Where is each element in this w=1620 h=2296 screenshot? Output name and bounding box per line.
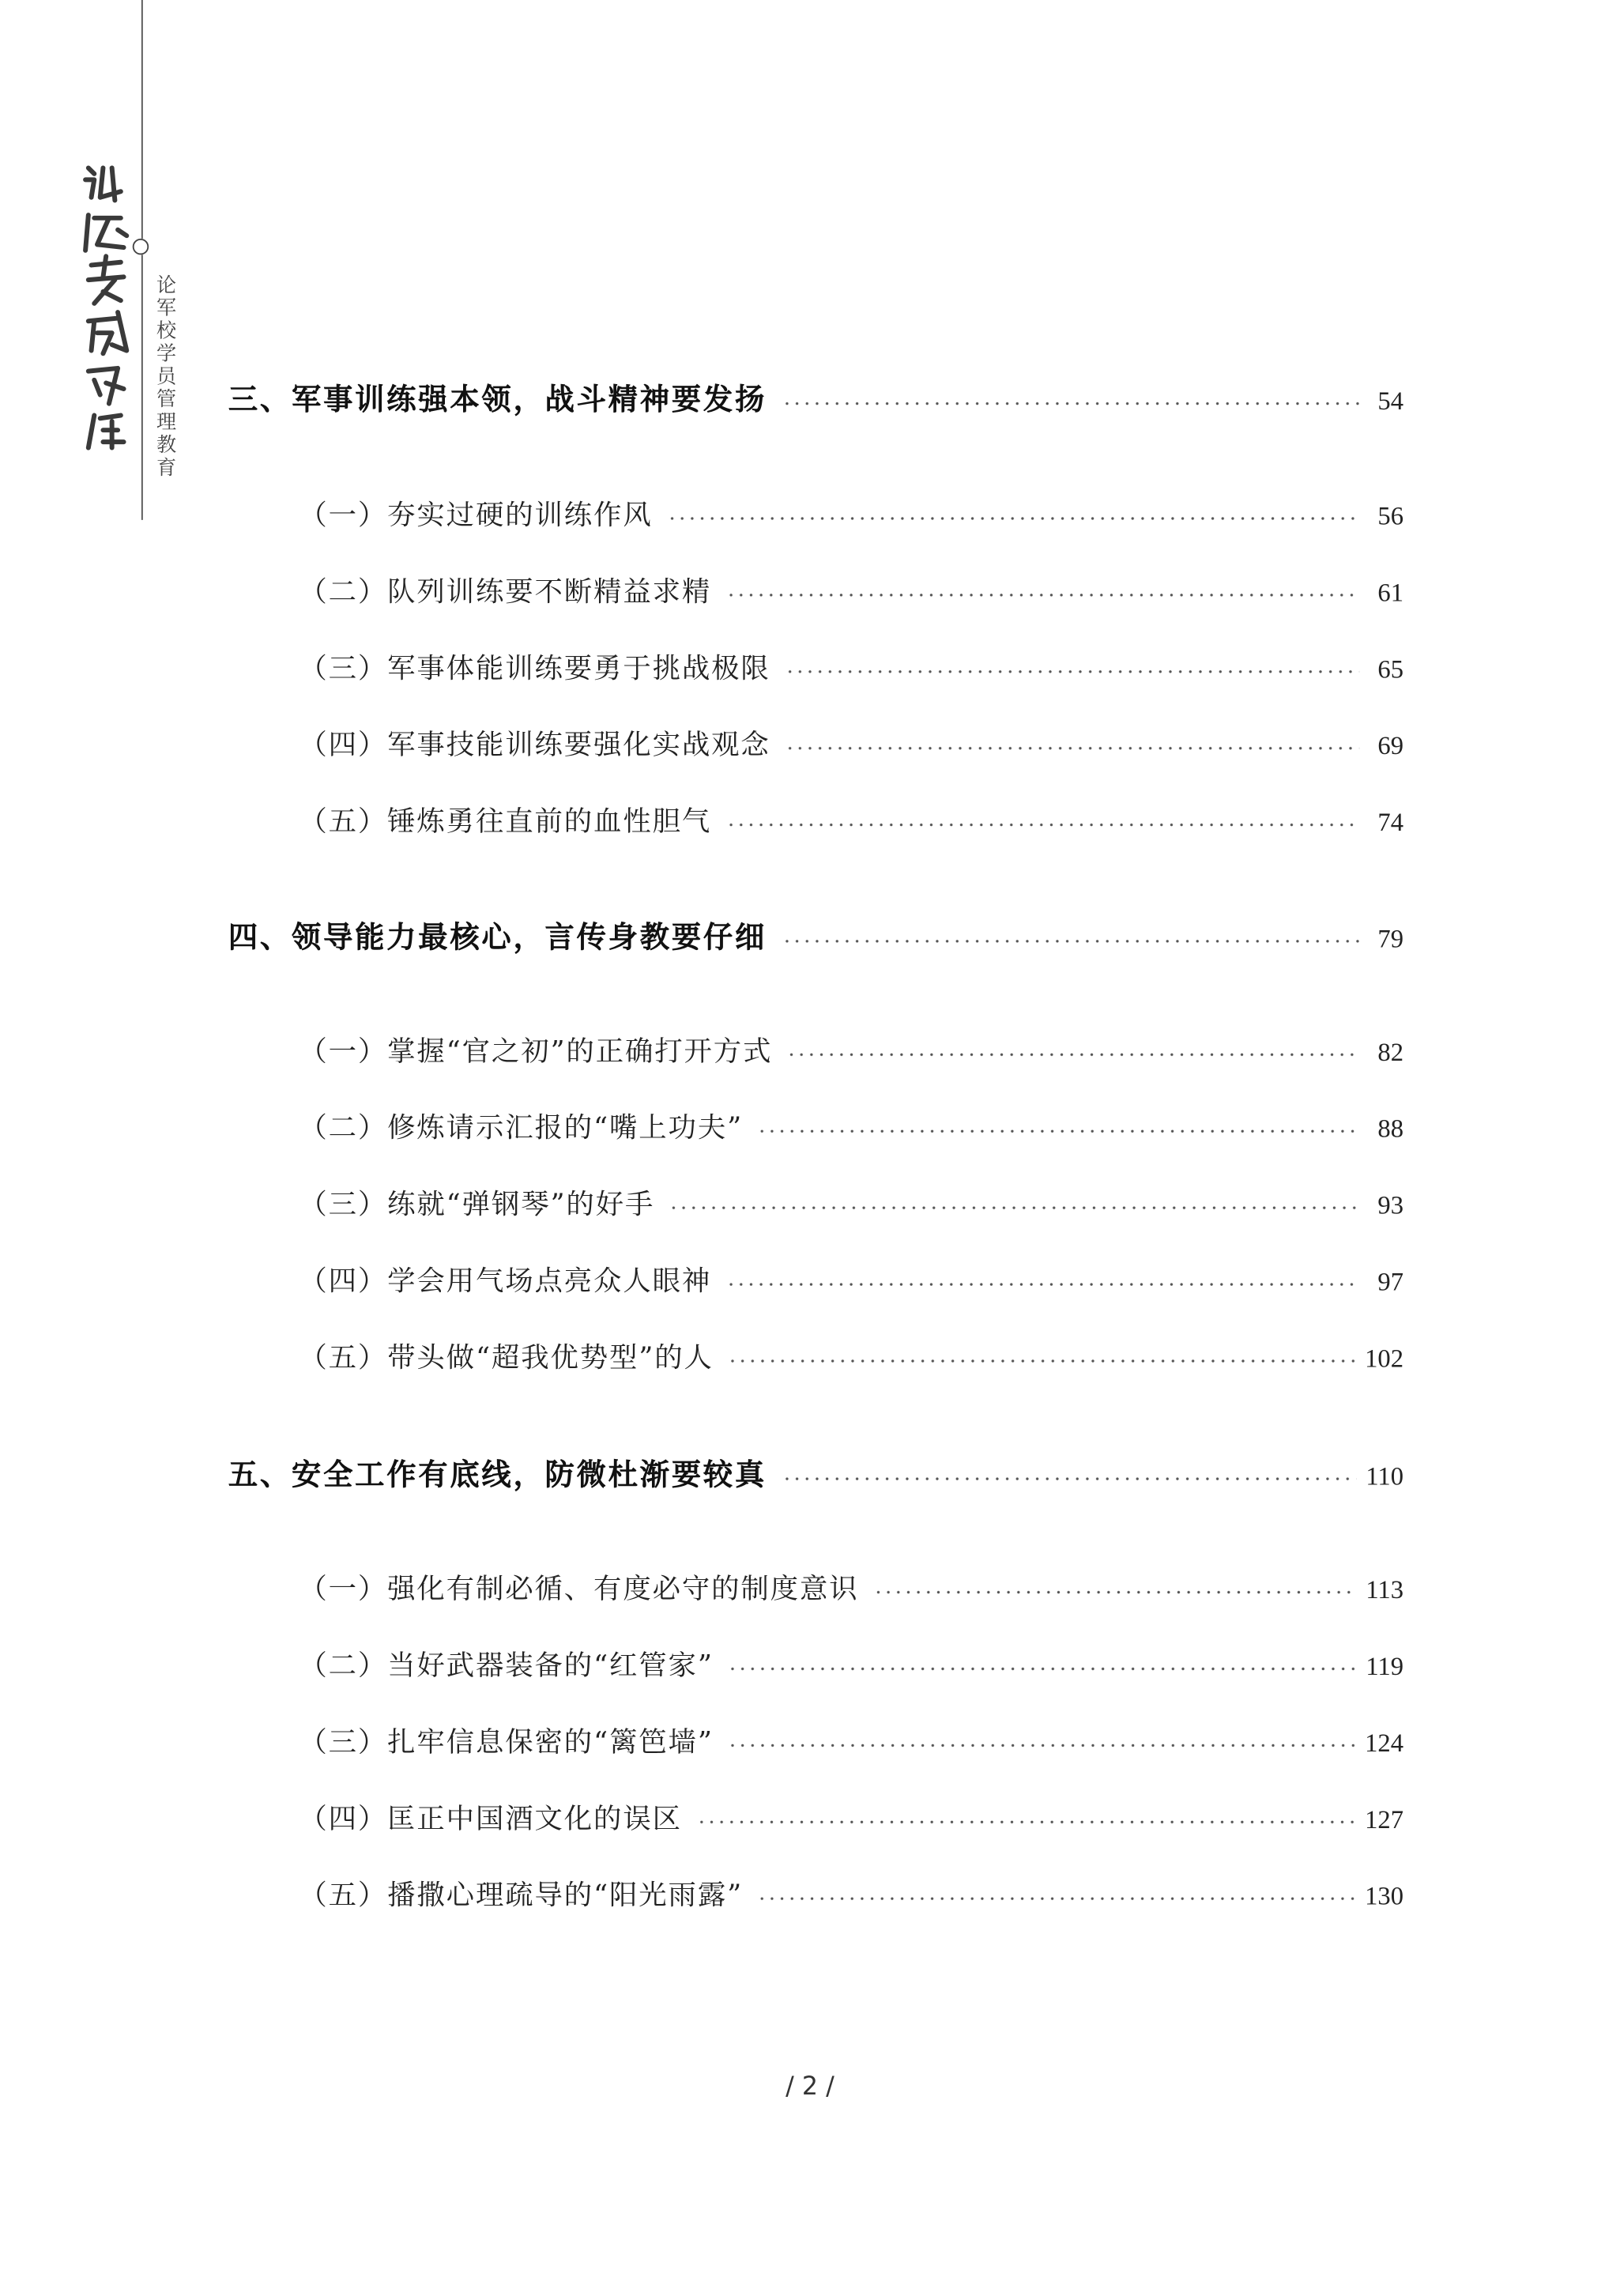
sidebar-rule-bottom <box>141 254 143 519</box>
dot-leader <box>758 1129 1359 1133</box>
dot-leader <box>697 1820 1356 1823</box>
dot-leader <box>728 1668 1357 1671</box>
toc-page-number: 74 <box>1377 807 1404 837</box>
toc-section-title: （五）带头做“超我优势型”的人 <box>299 1341 714 1374</box>
dot-leader <box>726 824 1359 827</box>
toc-page-number: 88 <box>1377 1113 1404 1144</box>
toc-section-title: （三）练就“弹钢琴”的好手 <box>299 1188 655 1221</box>
toc-section[interactable] <box>299 1183 1403 1223</box>
sidebar-rule-top <box>141 0 143 239</box>
toc-page-number: 69 <box>1377 730 1404 760</box>
toc-page-number: 54 <box>1377 386 1404 416</box>
toc-section-title: （一）夯实过硬的训练作风 <box>299 499 653 532</box>
dot-leader <box>726 1283 1359 1286</box>
toc-section[interactable] <box>299 1721 1403 1760</box>
toc-page-number: 110 <box>1366 1461 1404 1491</box>
toc-chapter-title: 五、安全工作有底线，防微杜渐要较真 <box>228 1457 767 1492</box>
dot-leader <box>873 1591 1357 1594</box>
toc-section-title: （四）学会用气场点亮众人眼神 <box>299 1265 712 1298</box>
toc-section-title: （五）锤炼勇往直前的血性胆气 <box>299 805 712 839</box>
toc-section-title: （五）播撒心理疏导的“阳光雨露” <box>299 1879 744 1913</box>
toc-section-title: （二）队列训练要不断精益求精 <box>299 575 712 609</box>
toc-section[interactable] <box>299 493 1403 533</box>
toc-page-number: 130 <box>1365 1880 1404 1911</box>
toc-section[interactable] <box>299 1644 1403 1683</box>
toc-page-number: 127 <box>1365 1804 1404 1834</box>
toc-section-title: （四）匡正中国酒文化的误区 <box>299 1803 682 1836</box>
dot-leader <box>726 594 1359 597</box>
toc-section[interactable] <box>299 1259 1403 1299</box>
dot-leader <box>782 1477 1357 1480</box>
toc-page-number: 65 <box>1377 654 1404 684</box>
toc-section[interactable] <box>299 1107 1403 1146</box>
toc-section[interactable] <box>299 1030 1403 1069</box>
calligraphy-title-logo <box>73 159 135 454</box>
toc-chapter-3[interactable] <box>228 375 1403 418</box>
toc-section[interactable] <box>299 1336 1403 1375</box>
toc-page-number: 82 <box>1377 1037 1404 1067</box>
dot-leader <box>785 747 1359 750</box>
dot-leader <box>728 1359 1355 1363</box>
dot-leader <box>782 402 1359 405</box>
toc-section[interactable] <box>299 1797 1403 1837</box>
toc-page-number: 124 <box>1365 1728 1404 1758</box>
toc-page-number: 93 <box>1377 1189 1404 1220</box>
toc-section-title: （二）修炼请示汇报的“嘴上功夫” <box>299 1112 744 1145</box>
toc-section-title: （二）当好武器装备的“红管家” <box>299 1649 714 1683</box>
toc-page-number: 119 <box>1366 1651 1404 1681</box>
toc-section[interactable] <box>299 647 1403 686</box>
toc-section[interactable] <box>299 570 1403 609</box>
toc-page-number: 61 <box>1377 577 1404 607</box>
toc-section-title: （三）扎牢信息保密的“篱笆墙” <box>299 1726 714 1759</box>
dot-leader <box>667 517 1359 520</box>
page-number: / 2 / <box>786 2072 834 2102</box>
toc-chapter-5[interactable] <box>228 1451 1403 1494</box>
dot-leader <box>669 1206 1359 1209</box>
toc-section[interactable] <box>299 800 1403 839</box>
toc-page-number: 97 <box>1377 1266 1404 1297</box>
dot-leader <box>787 1054 1359 1057</box>
series-title: 论军校学员管理教育 <box>151 273 175 480</box>
toc-section-title: （四）军事技能训练要强化实战观念 <box>299 729 770 762</box>
dot-leader <box>782 940 1359 943</box>
dot-leader <box>785 670 1359 673</box>
toc-page-number: 79 <box>1377 923 1404 953</box>
toc-page-number: 113 <box>1366 1574 1404 1604</box>
toc-section-title: （一）掌握“官之初”的正确打开方式 <box>299 1035 773 1069</box>
toc-section-title: （一）强化有制必循、有度必守的制度意识 <box>299 1573 859 1606</box>
toc-chapter-4[interactable] <box>228 913 1403 956</box>
toc-section[interactable] <box>299 1567 1403 1607</box>
dot-leader <box>758 1897 1356 1900</box>
toc-page-number: 102 <box>1365 1343 1404 1373</box>
toc-page-number: 56 <box>1377 500 1404 530</box>
toc-section-title: （三）军事体能训练要勇于挑战极限 <box>299 652 770 685</box>
toc-chapter-title: 三、军事训练强本领，战斗精神要发扬 <box>228 381 767 417</box>
toc-chapter-title: 四、领导能力最核心，言传身教要仔细 <box>228 918 767 955</box>
toc-section[interactable] <box>299 1874 1403 1913</box>
toc-section[interactable] <box>299 723 1403 763</box>
dot-leader <box>728 1744 1355 1747</box>
